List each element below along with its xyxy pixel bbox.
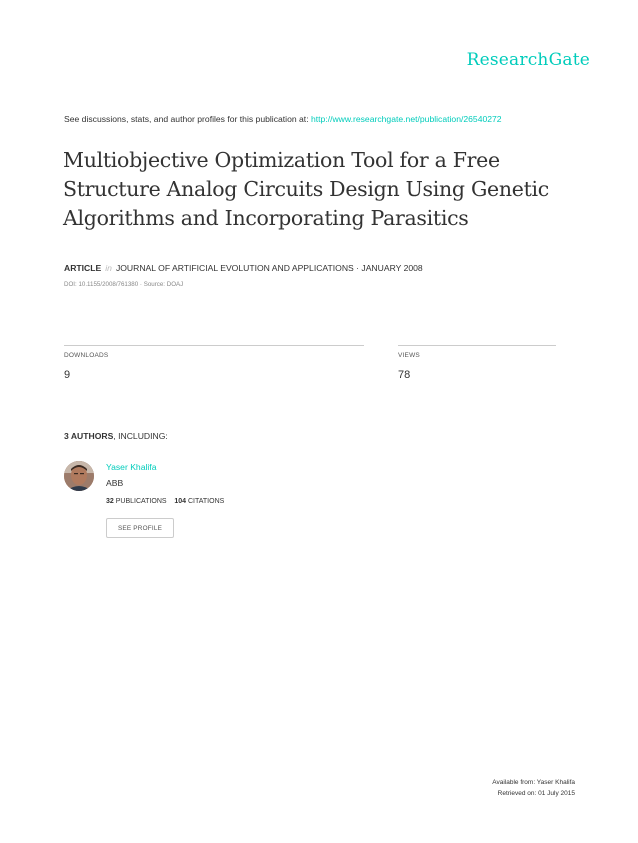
title-line: Multiobjective Optimization Tool for a Free [63,148,500,172]
publications-label: PUBLICATIONS [115,498,167,505]
researchgate-logo[interactable]: ResearchGate [466,50,590,70]
authors-count: 3 AUTHORS [64,431,114,441]
citations-count: 104 [174,498,187,505]
retrieved-on: Retrieved on: 01 July 2015 [497,790,575,797]
authors-heading [64,431,168,441]
divider [398,345,556,346]
views-label: VIEWS [398,352,420,359]
journal-name: JOURNAL OF ARTIFICIAL EVOLUTION AND APPLICATIONS · JANUARY 2008 [115,263,423,273]
citations-label: CITATIONS [188,498,225,505]
see-profile-button[interactable]: SEE PROFILE [106,518,174,538]
publication-title [63,146,583,233]
publication-meta [64,263,423,273]
discussions-text: See discussions, stats, and author profiles for this publication at: [64,114,309,124]
authors-including: , INCLUDING: [113,431,168,441]
available-from: Available from: Yaser Khalifa [492,779,575,786]
author-institution: ABB [106,478,124,488]
downloads-value: 9 [64,369,71,381]
author-name-link[interactable]: Yaser Khalifa [106,462,157,472]
downloads-label: DOWNLOADS [64,352,109,359]
views-value: 78 [398,369,411,381]
author-stats [106,498,224,505]
publication-link[interactable]: http://www.researchgate.net/publication/26540272 [310,114,502,124]
title-line: Structure Analog Circuits Design Using Genetic [63,177,549,201]
title-line: Algorithms and Incorporating Parasitics [63,206,469,230]
author-photo-icon [64,461,94,491]
divider [64,345,364,346]
avatar[interactable] [64,461,94,491]
in-word: in [105,263,112,273]
publication-type: ARTICLE [64,263,102,273]
publications-count: 32 [106,498,114,505]
doi-line: DOI: 10.1155/2008/761380 · Source: DOAJ [64,281,184,288]
discussions-note [64,114,502,124]
